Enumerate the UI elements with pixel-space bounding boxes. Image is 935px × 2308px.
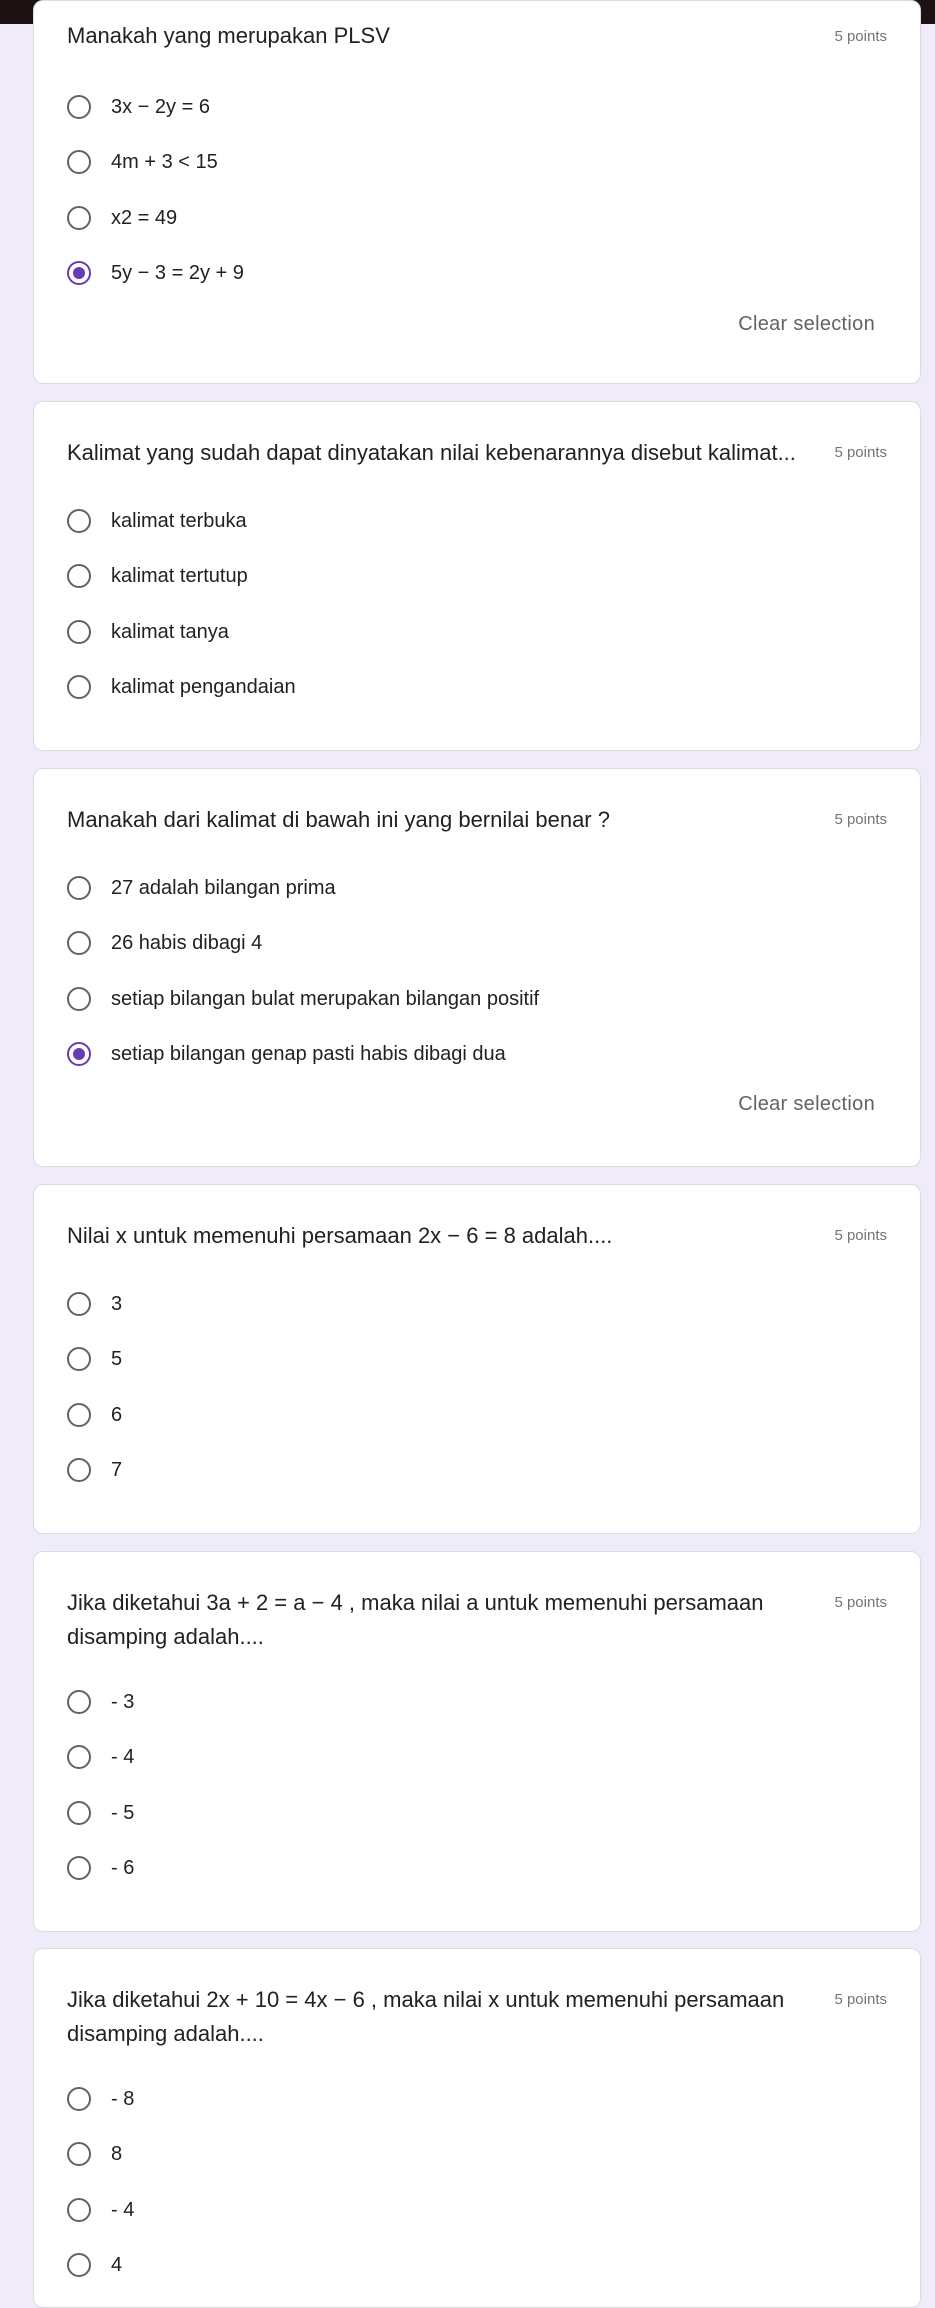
radio-button[interactable] [67,1801,91,1825]
radio-button[interactable] [67,987,91,1011]
radio-option[interactable] [67,1290,122,1318]
radio-option[interactable] [67,204,177,232]
option-label: - 4 [111,2198,135,2221]
radio-button[interactable] [67,620,91,644]
option-label: - 6 [111,1856,135,1879]
question-card [33,401,921,751]
option-label: 4m + 3 < 15 [111,150,218,173]
option-label: 6 [111,1403,123,1426]
radio-option[interactable] [67,1401,122,1429]
clear-selection-button[interactable]: Clear selection [738,1093,875,1115]
radio-option[interactable] [67,673,296,701]
question-card [33,0,921,384]
radio-button[interactable] [67,2253,91,2277]
option-label: - 3 [111,1690,135,1713]
option-label: - 4 [111,1745,135,1768]
question-card [33,1551,921,1932]
question-title: Nilai x untuk memenuhi persamaan 2x − 6 = 8 adalah.... [67,1223,613,1248]
option-label: setiap bilangan genap pasti habis dibagi dua [111,1042,506,1065]
option-label: 27 adalah bilangan prima [111,876,336,899]
radio-option[interactable] [67,1799,134,1827]
option-label: 3x − 2y = 6 [111,95,210,118]
radio-button[interactable] [67,931,91,955]
option-label: kalimat tertutup [111,564,248,587]
option-label: 8 [111,2142,123,2165]
radio-option[interactable] [67,1456,122,1484]
option-label: - 5 [111,1801,135,1824]
question-points: 5 points [834,1227,887,1244]
radio-button[interactable] [67,1292,91,1316]
question-card [33,768,921,1167]
question-points: 5 points [834,1991,887,2008]
radio-option[interactable] [67,148,218,176]
radio-option[interactable] [67,2251,122,2279]
radio-option[interactable] [67,2140,122,2168]
question-title: Manakah yang merupakan PLSV [67,23,390,48]
radio-button[interactable] [67,1403,91,1427]
radio-option[interactable] [67,618,229,646]
question-points: 5 points [834,1594,887,1611]
radio-button[interactable] [67,1347,91,1371]
radio-button[interactable] [67,564,91,588]
radio-button[interactable] [67,2198,91,2222]
radio-option[interactable] [67,929,262,957]
option-label: setiap bilangan bulat merupakan bilangan positif [111,987,540,1010]
radio-option[interactable] [67,1345,122,1373]
clear-selection-button[interactable]: Clear selection [738,313,875,335]
radio-option[interactable] [67,1688,134,1716]
radio-button[interactable] [67,206,91,230]
radio-option[interactable] [67,874,336,902]
option-label: 5 [111,1347,123,1370]
radio-button[interactable] [67,95,91,119]
option-label: - 8 [111,2087,135,2110]
option-label: 4 [111,2253,123,2276]
question-card [33,1184,921,1534]
radio-option[interactable] [67,1040,506,1068]
option-label: 7 [111,1458,123,1481]
radio-button-selected[interactable] [67,1042,91,1066]
question-points: 5 points [834,444,887,461]
radio-option[interactable] [67,2085,134,2113]
radio-button[interactable] [67,1856,91,1880]
radio-button[interactable] [67,150,91,174]
option-label: 26 habis dibagi 4 [111,931,263,954]
question-title: Kalimat yang sudah dapat dinyatakan nilai kebenarannya disebut kalimat... [67,440,796,465]
radio-button[interactable] [67,1745,91,1769]
radio-option[interactable] [67,985,539,1013]
radio-button[interactable] [67,2087,91,2111]
option-label: kalimat terbuka [111,509,247,532]
radio-option[interactable] [67,1743,134,1771]
radio-button[interactable] [67,509,91,533]
question-points: 5 points [834,28,887,45]
radio-option[interactable] [67,1854,134,1882]
option-label: x2 = 49 [111,206,178,229]
radio-option[interactable] [67,507,247,535]
question-title: Jika diketahui 2x + 10 = 4x − 6 , maka nilai x untuk memenuhi persamaan disamping adalah.... [67,1987,785,2046]
option-label: kalimat pengandaian [111,675,296,698]
option-label: 5y − 3 = 2y + 9 [111,261,244,284]
question-card [33,1948,921,2308]
radio-button[interactable] [67,1690,91,1714]
question-title: Manakah dari kalimat di bawah ini yang bernilai benar ? [67,807,610,832]
radio-option[interactable] [67,93,210,121]
radio-option[interactable] [67,2196,134,2224]
option-label: 3 [111,1292,123,1315]
radio-option[interactable] [67,562,248,590]
option-label: kalimat tanya [111,620,229,643]
radio-button[interactable] [67,1458,91,1482]
question-title: Jika diketahui 3a + 2 = a − 4 , maka nilai a untuk memenuhi persamaan disamping adalah.... [67,1590,764,1649]
radio-button-selected[interactable] [67,261,91,285]
radio-button[interactable] [67,675,91,699]
question-points: 5 points [834,811,887,828]
radio-option[interactable] [67,259,244,287]
radio-button[interactable] [67,876,91,900]
radio-button[interactable] [67,2142,91,2166]
